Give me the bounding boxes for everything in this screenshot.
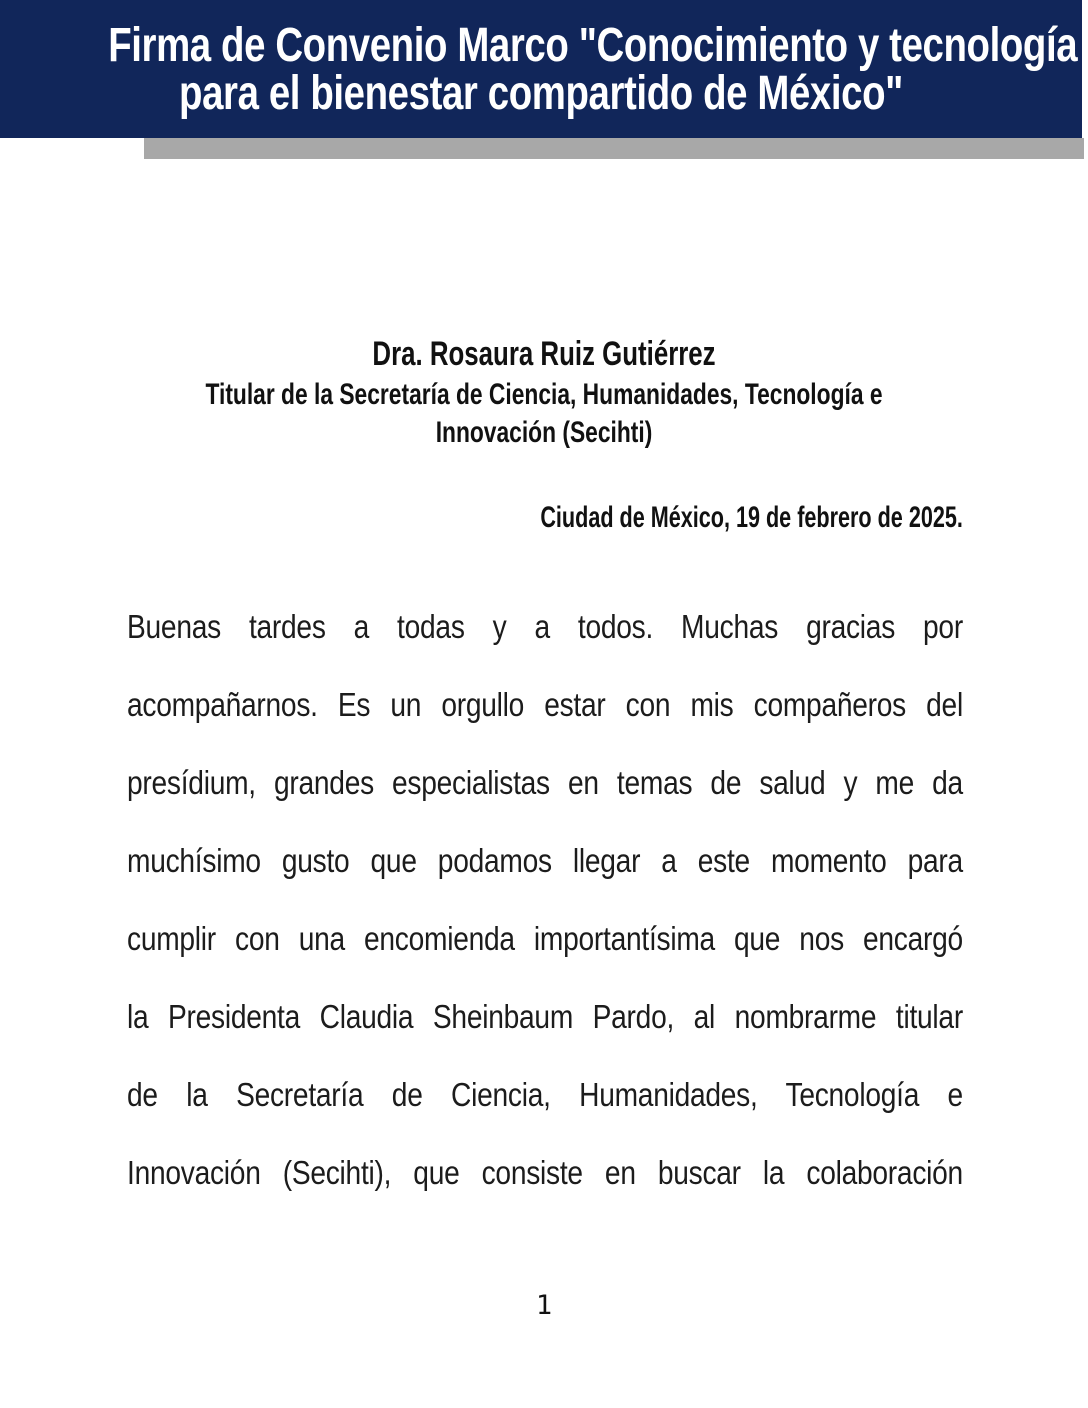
body-line: Innovación (Secihti), que consiste en buscar la colaboración	[127, 1154, 963, 1191]
banner-line-1: Firma de Convenio Marco "Conocimiento y tecnología	[108, 19, 1078, 72]
banner-line-2: para el bienestar compartido de México"	[179, 67, 903, 120]
body-line: acompañarnos. Es un orgullo estar con mis compañeros del	[127, 686, 963, 723]
speaker-heading	[131, 332, 958, 452]
body-line: de la Secretaría de Ciencia, Humanidades, Tecnología e	[127, 1076, 963, 1113]
speaker-name: Dra. Rosaura Ruiz Gutiérrez	[372, 335, 716, 373]
speaker-role-line-1: Titular de la Secretaría de Ciencia, Humanidades, Tecnología e	[205, 378, 883, 411]
body-line: presídium, grandes especialistas en temas de salud y me da	[127, 764, 963, 801]
title-banner	[0, 0, 1082, 138]
body-line: la Presidenta Claudia Sheinbaum Pardo, al nombrarme titular	[127, 998, 963, 1035]
banner-shadow-bar	[144, 138, 1084, 159]
body-line: muchísimo gusto que podamos llegar a este momento para	[127, 842, 963, 879]
speaker-role-line-2: Innovación (Secihti)	[435, 416, 653, 449]
speech-body	[127, 588, 963, 1212]
dateline: Ciudad de México, 19 de febrero de 2025.	[540, 501, 963, 534]
body-line: cumplir con una encomienda importantísima que nos encargó	[127, 920, 963, 957]
body-line: Buenas tardes a todas y a todos. Muchas gracias por	[127, 608, 963, 645]
page-number: 1	[535, 1290, 553, 1321]
title-banner-text	[108, 19, 1078, 120]
